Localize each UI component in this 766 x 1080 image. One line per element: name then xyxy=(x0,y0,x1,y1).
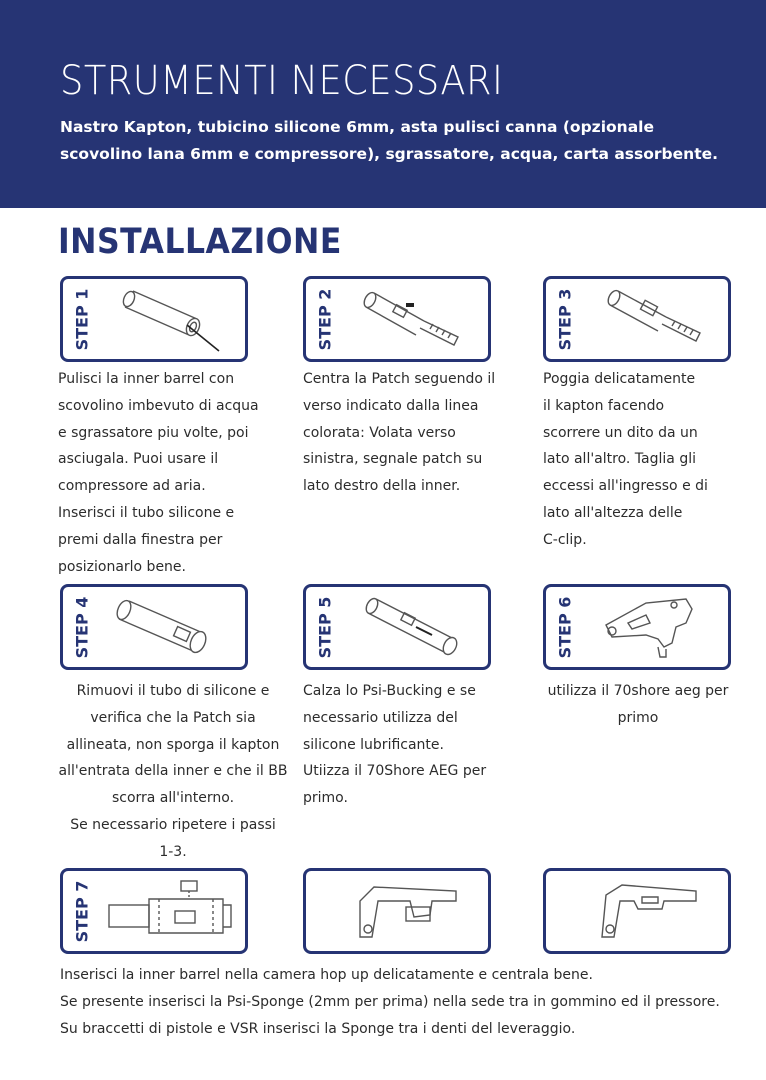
section-title: INSTALLAZIONE xyxy=(58,222,342,262)
step-6-text: utilizza il 70shore aeg per primo xyxy=(547,683,729,726)
step-4-text: Rimuovi il tubo di silicone e verifica che la Patch sia allineata, non sporga il kapton all'entrata della inner e che il BB scorra all'interno. Se necessario ripetere i passi 1-3. xyxy=(58,683,288,860)
step-1-card xyxy=(60,276,248,362)
step-7-detail-card-a xyxy=(303,868,491,954)
step-6-card xyxy=(543,584,731,670)
step-1-text: Pulisci la inner barrel con scovolino imbevuto di acqua e sgrassatore piu volte, poi asciugala. Puoi usare il compressore ad aria. Inserisci il tubo silicone e premi dalla finestra per posizionarlo bene. xyxy=(58,371,259,575)
barrel-cleaning-illustration xyxy=(63,279,245,359)
bucking-install-illustration xyxy=(306,587,488,667)
step-7-card xyxy=(60,868,248,954)
step-4-label: STEP 4 xyxy=(72,596,92,658)
pressore-illustration xyxy=(306,871,488,951)
step-7-text: Inserisci la inner barrel nella camera hop up delicatamente e centrala bene. Se presente inserisci la Psi-Sponge (2mm per prima) nella sede tra in gommino ed il pressore. Su braccetti di pistole e VSR inserisci la Sponge tra i denti del leveraggio. xyxy=(60,967,720,1037)
step-2-label: STEP 2 xyxy=(315,288,335,350)
step-2-text: Centra la Patch seguendo il verso indicato dalla linea colorata: Volata verso sinistra, segnale patch su lato destro della inner. xyxy=(303,371,496,495)
step-7-detail-card-b xyxy=(543,868,731,954)
header-banner xyxy=(0,0,766,208)
patch-check-illustration xyxy=(63,587,245,667)
step-7-label: STEP 7 xyxy=(72,880,92,942)
step-3-text: Poggia delicatamente il kapton facendo scorrere un dito da un lato all'altro. Taglia gli eccessi all'ingresso e di lato all'altezza delle C-clip. xyxy=(543,371,708,548)
step-5-text: Calza lo Psi-Bucking e se necessario utilizza del silicone lubrificante. Utiizza il 70Shore AEG per primo. xyxy=(303,683,487,807)
step-6-label: STEP 6 xyxy=(555,596,575,658)
step-1-label: STEP 1 xyxy=(72,288,92,350)
step-5-label: STEP 5 xyxy=(315,596,335,658)
hop-up-chamber-illustration xyxy=(63,871,245,951)
kapton-application-illustration xyxy=(546,279,728,359)
step-3-card xyxy=(543,276,731,362)
step-2-card xyxy=(303,276,491,362)
step-4-card xyxy=(60,584,248,670)
step-5-card xyxy=(303,584,491,670)
patch-alignment-illustration xyxy=(306,279,488,359)
step-3-label: STEP 3 xyxy=(555,288,575,350)
tools-list: Nastro Kapton, tubicino silicone 6mm, asta pulisci canna (opzionale scovolino lana 6mm e compressore), sgrassatore, acqua, carta assorbente. xyxy=(60,118,719,163)
leveraggio-illustration xyxy=(546,871,728,951)
page-title: STRUMENTI NECESSARI xyxy=(60,58,504,104)
hop-up-arm-illustration xyxy=(546,587,728,667)
